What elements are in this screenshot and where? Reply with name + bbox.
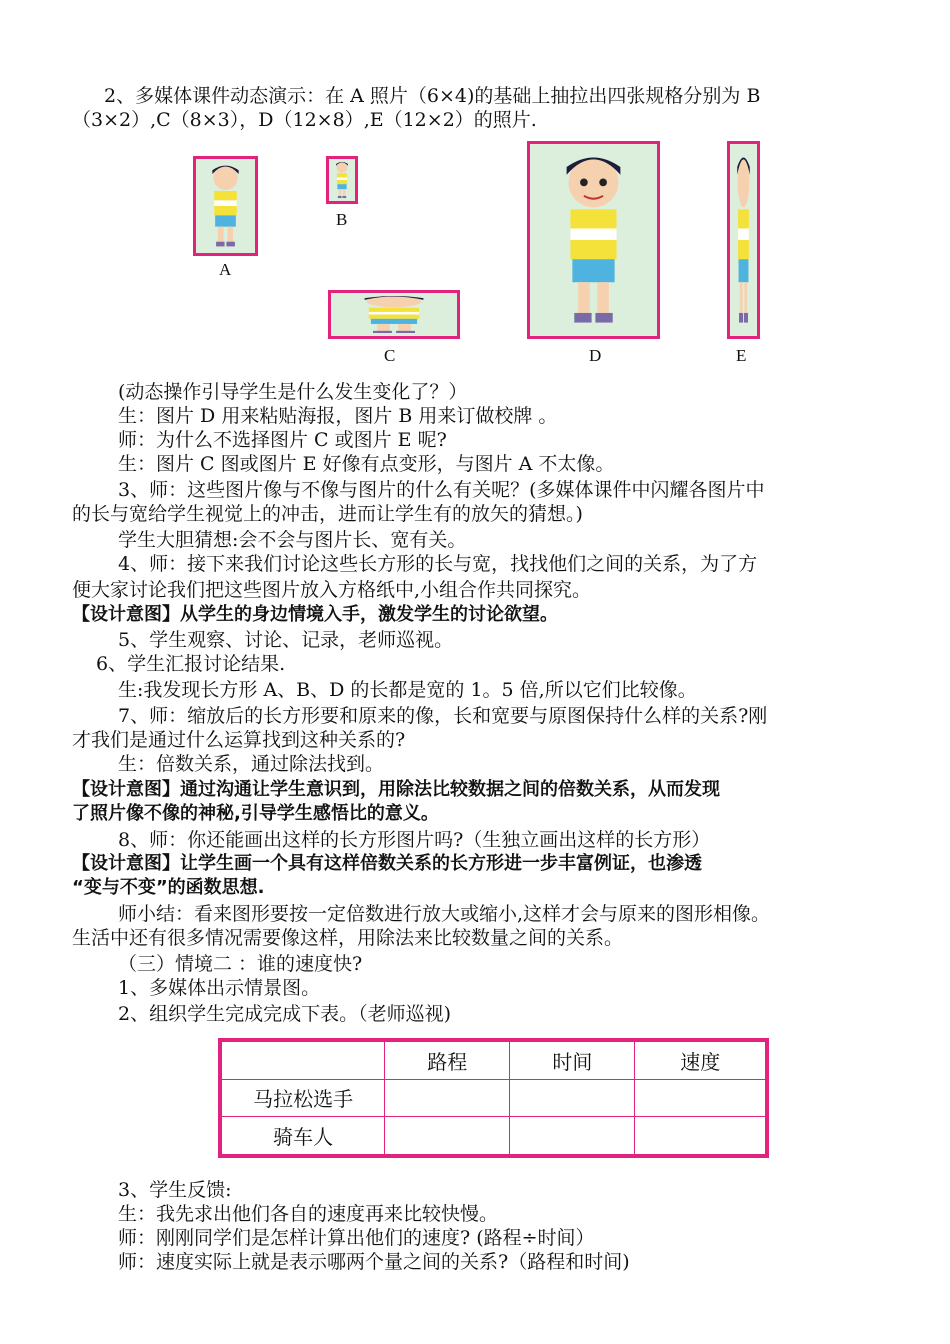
paragraph-line: 1、多媒体出示情景图。 xyxy=(118,977,321,999)
table-row xyxy=(222,1117,766,1155)
design-intent-line: 【设计意图】让学生画一个具有这样倍数关系的长方形进一步丰富例证，也渗透 xyxy=(72,853,702,874)
paragraph-line: 师小结：看来图形要按一定倍数进行放大或缩小,这样才会与原来的图形相像。 xyxy=(118,903,771,925)
table-header-row xyxy=(222,1042,766,1080)
paragraph-line: 6、学生汇报讨论结果. xyxy=(96,653,286,675)
paragraph-line: 才我们是通过什么运算找到这种关系的? xyxy=(72,729,406,751)
paragraph-line: 便大家讨论我们把这些图片放入方格纸中,小组合作共同探究。 xyxy=(72,579,592,601)
design-intent-line: “变与不变”的函数思想. xyxy=(72,877,265,898)
table-row-label: 骑车人 xyxy=(222,1117,385,1155)
table-cell[interactable] xyxy=(510,1079,635,1117)
table-row-label: 马拉松选手 xyxy=(222,1079,385,1117)
boy-figure-icon xyxy=(196,159,255,253)
table-cell[interactable] xyxy=(635,1117,766,1155)
paragraph-line: 师：速度实际上就是表示哪两个量之间的关系?（路程和时间) xyxy=(118,1251,630,1273)
paragraph-line: 的长与宽给学生视觉上的冲击，进而让学生有的放矢的猜想。) xyxy=(72,503,583,525)
photo-d xyxy=(527,141,660,339)
photo-caption-c: C xyxy=(384,346,396,365)
photo-a xyxy=(193,156,258,256)
paragraph-line: 生：图片 D 用来粘贴海报，图片 B 用来订做校牌 。 xyxy=(118,405,558,427)
table-header-cell: 速度 xyxy=(635,1042,766,1080)
photo-c xyxy=(328,290,460,339)
boy-figure-icon xyxy=(730,144,757,336)
paragraph-line: （三）情境二 ：谁的速度快? xyxy=(118,953,363,975)
table-cell[interactable] xyxy=(635,1079,766,1117)
paragraph-line: 2、多媒体课件动态演示：在 A 照片（6×4)的基础上抽拉出四张规格分别为 B xyxy=(104,85,761,107)
speed-table xyxy=(218,1038,769,1158)
table-cell[interactable] xyxy=(385,1117,510,1155)
photo-e xyxy=(727,141,760,339)
photo-caption-d: D xyxy=(589,346,602,365)
photo-b xyxy=(326,156,358,204)
paragraph-line: 3、学生反馈: xyxy=(118,1179,232,1201)
design-intent-line: 【设计意图】从学生的身边情境入手，激发学生的讨论欲望。 xyxy=(72,604,558,625)
paragraph-line: 师：刚刚同学们是怎样计算出他们的速度? (路程÷时间） xyxy=(118,1227,595,1249)
paragraph-line: 生：图片 C 图或图片 E 好像有点变形，与图片 A 不太像。 xyxy=(118,453,615,475)
paragraph-line: 8、师：你还能画出这样的长方形图片吗?（生独立画出这样的长方形） xyxy=(118,829,711,851)
boy-figure-icon xyxy=(329,159,355,201)
design-intent-line: 【设计意图】通过沟通让学生意识到，用除法比较数据之间的倍数关系，从而发现 xyxy=(72,779,720,800)
paragraph-line: 生：我先求出他们各自的速度再来比较快慢。 xyxy=(118,1203,499,1225)
paragraph-line: 7、师：缩放后的长方形要和原来的像，长和宽要与原图保持什么样的关系?刚 xyxy=(118,705,768,727)
paragraph-line: 2、组织学生完成完成下表。（老师巡视) xyxy=(118,1003,452,1025)
table-cell[interactable] xyxy=(385,1079,510,1117)
photo-caption-e: E xyxy=(736,346,747,365)
paragraph-line: 学生大胆猜想:会不会与图片长、宽有关。 xyxy=(118,529,467,551)
paragraph-line: 生活中还有很多情况需要像这样，用除法来比较数量之间的关系。 xyxy=(72,927,624,949)
paragraph-line: 3、师：这些图片像与不像与图片的什么有关呢？(多媒体课件中闪耀各图片中 xyxy=(118,479,765,501)
photo-caption-a: A xyxy=(219,260,232,279)
table-row xyxy=(222,1079,766,1117)
table-cell[interactable] xyxy=(510,1117,635,1155)
paragraph-line: 师：为什么不选择图片 C 或图片 E 呢? xyxy=(118,429,447,451)
table-header-cell: 路程 xyxy=(385,1042,510,1080)
paragraph-line: 5、学生观察、讨论、记录，老师巡视。 xyxy=(118,629,454,651)
boy-figure-icon xyxy=(530,144,657,336)
paragraph-line: 生：倍数关系，通过除法找到。 xyxy=(118,753,385,775)
photo-caption-b: B xyxy=(336,210,348,229)
boy-figure-icon xyxy=(331,293,457,336)
paragraph-line: （3×2）,C（8×3），D（12×8）,E（12×2）的照片. xyxy=(72,109,537,131)
paragraph-line: 4、师：接下来我们讨论这些长方形的长与宽，找找他们之间的关系，为了方 xyxy=(118,553,758,575)
table-header-cell xyxy=(222,1042,385,1080)
paragraph-line: (动态操作引导学生是什么发生变化了？） xyxy=(118,381,468,403)
design-intent-line: 了照片像不像的神秘,引导学生感悟比的意义。 xyxy=(72,803,439,824)
table-header-cell: 时间 xyxy=(510,1042,635,1080)
paragraph-line: 生:我发现长方形 A、B、D 的长都是宽的 1。5 倍,所以它们比较像。 xyxy=(118,679,697,701)
